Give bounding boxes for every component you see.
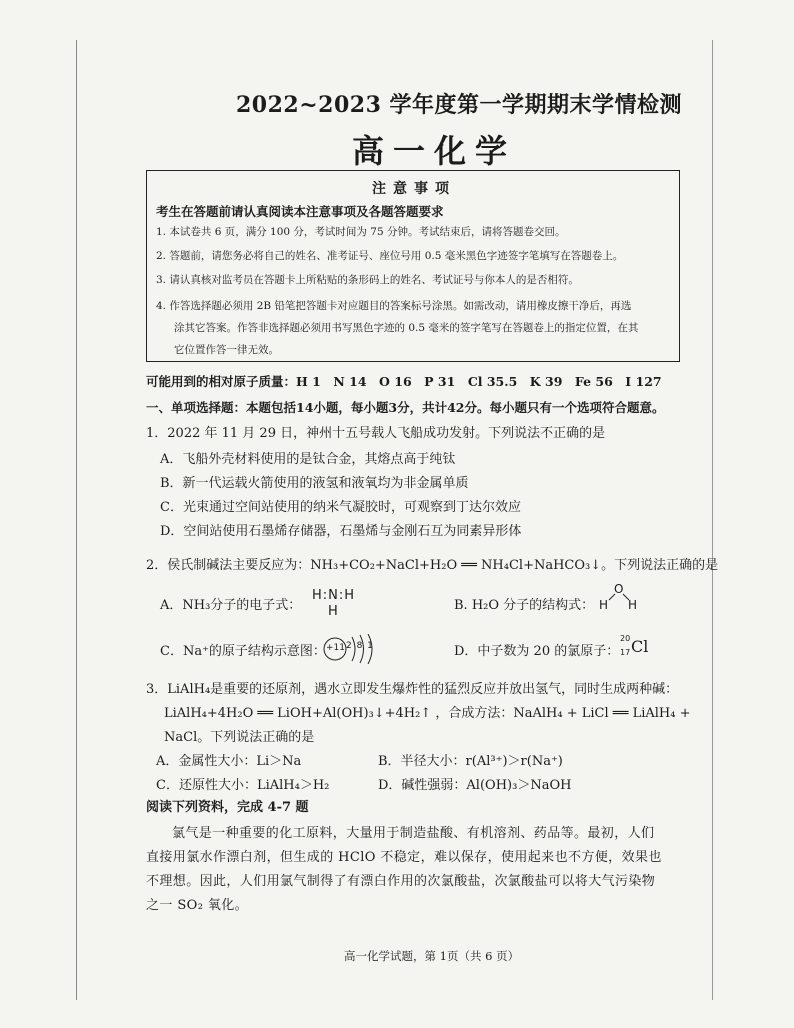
notice-title: 注意事项 bbox=[372, 181, 456, 197]
q3-equation: LiAlH₄+4H₂O ══ LiOH+Al(OH)₃↓+4H₂↑ ，合成方法：NaAlH₄ + LiCl ══ LiAlH₄ + bbox=[164, 706, 691, 721]
q1-option-c: C．光束通过空间站使用的纳米气凝胶时，可观察到丁达尔效应 bbox=[160, 500, 521, 515]
q2-stem: 2．侯氏制碱法主要反应为：NH₃+CO₂+NaCl+H₂O ══ NH₄Cl+NaHCO₃↓。下列说法正确的是 bbox=[146, 558, 719, 573]
h2o-hydrogen-label: H bbox=[599, 598, 609, 612]
cl-mass-number: 20 bbox=[620, 634, 631, 643]
notice-item: 它位置作答一律无效。 bbox=[174, 344, 279, 356]
h2o-hydrogen-label: H bbox=[628, 598, 638, 612]
nh3-electron-formula: H:N:H bbox=[312, 588, 356, 603]
q1-stem: 1．2022 年 11 月 29 日，神州十五号载人飞船成功发射。下列说法不正确的是 bbox=[146, 426, 606, 441]
q3-stem: 3．LiAlH₄是重要的还原剂，遇水立即发生爆炸性的猛烈反应并放出氢气，同时生成两种碱： bbox=[146, 682, 679, 697]
na-shell-electrons: 2 8 1 bbox=[346, 641, 373, 651]
q2-option-d: D．中子数为 20 的氯原子： bbox=[454, 644, 620, 659]
na-nucleus-label: +11 bbox=[326, 643, 345, 653]
q3-option-c: C．还原性大小：LiAlH₄＞H₂ bbox=[156, 778, 330, 793]
exam-subject: 高一化学 bbox=[352, 132, 517, 170]
reading-line: 直接用氯水作漂白剂，但生成的 HClO 不稳定，难以保存，使用起来也不方便，效果也 bbox=[146, 850, 662, 865]
notice-item: 1. 本试卷共 6 页，满分 100 分，考试时间为 75 分钟。考试结束后，请将答题卷交回。 bbox=[156, 226, 566, 238]
q1-option-a: A．飞船外壳材料使用的是钛合金，其熔点高于纯钛 bbox=[160, 452, 456, 467]
q1-option-b: B．新一代运载火箭使用的液氢和液氧均为非金属单质 bbox=[160, 476, 469, 491]
notice-item: 3. 请认真核对监考员在答题卡上所粘贴的条形码上的姓名、考试证号与你本人的是否相符。 bbox=[156, 274, 579, 286]
section-heading: 一、单项选择题：本题包括14小题，每小题3分，共计42分。每小题只有一个选项符合题意。 bbox=[146, 400, 665, 415]
nh3-electron-formula-h: H bbox=[328, 604, 338, 619]
notice-item: 2. 答题前，请您务必将自己的姓名、准考证号、座位号用 0.5 毫米黑色字迹签字笔填写在答题卷上。 bbox=[156, 250, 624, 262]
page-footer: 高一化学试题，第 1页（共 6 页） bbox=[344, 949, 520, 963]
notice-item: 涂其它答案。作答非选择题必须用书写黑色字迹的 0.5 毫米的签字笔写在答题卷上的指定位置，在其 bbox=[174, 322, 639, 334]
notice-item: 4. 作答选择题必须用 2B 铅笔把答题卡对应题目的答案标号涂黑。如需改动，请用橡皮擦干净后，再选 bbox=[156, 300, 632, 312]
notice-heading: 考生在答题前请认真阅读本注意事项及各题答题要求 bbox=[156, 204, 444, 219]
q3-option-b: B．半径大小：r(Al³⁺)＞r(Na⁺) bbox=[378, 754, 563, 769]
reading-line: 不理想。因此，人们用氯气制得了有漂白作用的次氯酸盐，次氯酸盐可以将大气污染物 bbox=[146, 874, 656, 889]
cl-atomic-number: 17 bbox=[620, 648, 631, 657]
scan-edge-line-right bbox=[712, 40, 713, 1000]
scan-edge-line bbox=[76, 40, 77, 1000]
q2-option-a: A．NH₃分子的电子式： bbox=[160, 598, 302, 613]
cl-symbol: Cl bbox=[631, 637, 649, 656]
reading-line: 之一 SO₂ 氧化。 bbox=[146, 898, 249, 913]
q2-option-c: C．Na⁺的原子结构示意图： bbox=[160, 644, 326, 659]
reading-heading: 阅读下列资料，完成 4-7 题 bbox=[146, 800, 309, 815]
q3-stem-end: NaCl。下列说法正确的是 bbox=[164, 730, 315, 745]
q3-option-a: A．金属性大小：Li＞Na bbox=[156, 754, 302, 769]
q3-option-d: D．碱性强弱：Al(OH)₃＞NaOH bbox=[378, 778, 572, 793]
reading-line: 氯气是一种重要的化工原料，大量用于制造盐酸、有机溶剂、药品等。最初，人们 bbox=[172, 826, 655, 841]
q1-option-d: D．空间站使用石墨烯存储器，石墨烯与金刚石互为同素异形体 bbox=[160, 524, 522, 539]
atomic-masses: 可能用到的相对原子质量：H 1 N 14 O 16 P 31 Cl 35.5 K 39 Fe 56 I 127 bbox=[146, 374, 662, 389]
h2o-oxygen-label: O bbox=[614, 582, 624, 596]
exam-title: 2022~2023 学年度第一学期期末学情检测 bbox=[236, 92, 683, 118]
q2-option-b: B. H₂O 分子的结构式： bbox=[454, 598, 595, 613]
